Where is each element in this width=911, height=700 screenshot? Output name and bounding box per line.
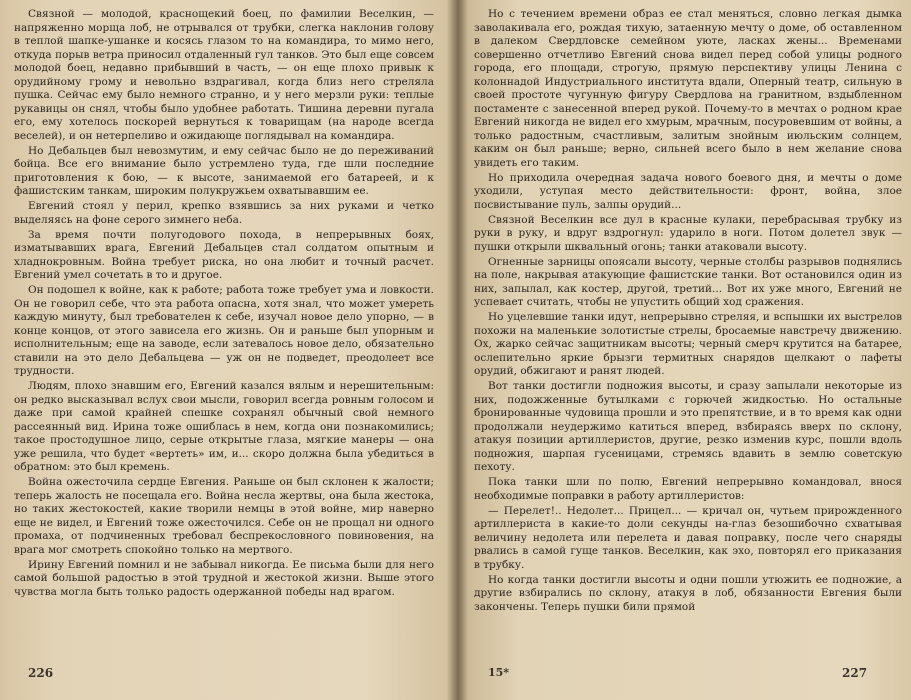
right-page-number: 227 <box>842 666 868 680</box>
paragraph: Но приходила очередная задача нового боевого дня, и мечты о доме уходили, уступая место действительности: фронт, война, злое посвистывание пуль, залпы орудий... <box>474 171 902 211</box>
right-page <box>474 8 902 616</box>
left-page-text <box>14 8 434 599</box>
paragraph: Он подошел к войне, как к работе; работа тоже требует ума и ловкости. Он не говорил себе, что эта работа опасна, хотя знал, что может умереть каждую минуту, был требователен к себе, изучал новое дело упорно, — в конце концов, от этого зависела его жизнь. Он и раньше был упорным и исполнительным; еще на заводе, если затевалось новое дело, обязательно ставили на это дело Дебальцева — уж он не подведет, преодолеет все трудности. <box>14 284 434 377</box>
left-page-number: 226 <box>28 666 54 680</box>
paragraph: Но Дебальцев был невозмутим, и ему сейчас было не до переживаний бойца. Все его внимание было устремлено туда, где шли последние приготовления к бою, — к высоте, занимаемой его батареей, и к фашистским танкам, широким полукружьем охватывавшим ее. <box>14 144 434 197</box>
paragraph: Война ожесточила сердце Евгения. Раньше он был склонен к жалости; теперь жалость не посещала его. Война несла жертвы, она была жестока, но таких жестокостей, какие творили немцы в этой войне, мир наверно еще не видел, и Евгений тоже ожесточился. Себе он не прощал ни одного промаха, от подчиненных требовал беспрекословного повиновения, на врага мог смотреть спокойно только на мертвого. <box>14 476 434 556</box>
paragraph: Но когда танки достигли высоты и одни пошли утюжить ее подножие, а другие взбирались по склону, атакуя в лоб, обязанности Евгения были закончены. Теперь пушки били прямой <box>474 573 902 613</box>
paragraph: За время почти полугодового похода, в непрерывных боях, изматывавших врага, Евгений Дебальцев стал солдатом опытным и хладнокровным. Война требует риска, но она любит и точный расчет. Евгений умел сочетать в то и другое. <box>14 228 434 281</box>
paragraph: Но уцелевшие танки идут, непрерывно стреляя, и вспышки их выстрелов похожи на маленькие золотистые стрелы, бросаемые навстречу движению. Ох, жарко сейчас защитникам высоты; черный смерч крутится на батарее, ослепительно яркие брызги термитных снарядов щелкают о лафеты орудий, обжигают и ранят людей. <box>474 311 902 377</box>
paragraph: Но с течением времени образ ее стал меняться, словно легкая дымка заволакивала его, рождая тихую, затаенную мечту о доме, об оставленном в далеком Свердловске семейном уюте, ласках жены... Временами совершенно отчетливо Евгений снова видел перед собой улицы родного города, его площади, строгую, прямую перспективу улицы Ленина с колоннадой Индустриального института вдали, Оперный театр, сильную в своей простоте чугунную фигуру Свердлова на гранитном, вздыбленном постаменте с занесенной вперед рукой. Почему-то в мечтах о родном крае Евгений никогда не видел его хмурым, мрачным, посуровевшим от войны, а только радостным, счастливым, залитым знойным июльским солнцем, каким он был раньше; верно, сильней всего было в нем желание снова увидеть его таким. <box>474 8 902 169</box>
paragraph: Ирину Евгений помнил и не забывал никогда. Ее письма были для него самой большой радостью в этой трудной и жестокой жизни. Выше этого чувства могла быть только радость одержанной победы над врагом. <box>14 558 434 598</box>
paragraph: Связной Веселкин все дул в красные кулаки, перебрасывая трубку из руки в руку, и вдруг вздрогнул: ударило в ноги. Потом долетел звук — пушки открыли шквальный огонь; танки атаковали высоту. <box>474 213 902 253</box>
paragraph: Пока танки шли по полю, Евгений непрерывно командовал, внося необходимые поправки в работу артиллеристов: <box>474 476 902 502</box>
paragraph: Огненные зарницы опоясали высоту, черные столбы разрывов поднялись на поле, накрывая атакующие фашистские танки. Вот остановился один из них, запылал, как костер, другой, третий... Вот их уже много, Евгений не успевает считать, чтобы не упустить общий ход сражения. <box>474 255 902 308</box>
left-page <box>14 8 434 601</box>
right-page-text <box>474 8 902 614</box>
paragraph: Евгений стоял у перил, крепко взявшись за них руками и четко выделяясь на фоне серого зимнего неба. <box>14 200 434 226</box>
paragraph: — Перелет!.. Недолет... Прицел... — кричал он, чутьем прирожденного артиллериста в какие-то доли секунды на-глаз безошибочно схватывая величину недолета или перелета и давая поправку, после чего снаряды рвались в самой гуще танков. Веселкин, как эхо, повторял его приказания в трубку. <box>474 504 902 571</box>
paragraph: Вот танки достигли подножия высоты, и сразу запылали некоторые из них, подожженные бутылками с горючей жидкостью. Но остальные бронированные чудовища прошли и это препятствие, и в то время как одни продолжали неудержимо катиться вперед, взбираясь вверх по склону, атакуя позиции артиллеристов, другие, резко изменив курс, пошли вдоль подножия, шарпая гусеницами, стремясь вдавить в землю советскую пехоту. <box>474 380 902 473</box>
paragraph: Людям, плохо знавшим его, Евгений казался вялым и нерешительным: он редко высказывал вслух свои мысли, говорил всегда ровным голосом и даже при самой крайней спешке сохранял обычный свой немного рассеянный вид. Ирина тоже ошиблась в нем, когда они познакомились; такое простодушное лицо, серые открытые глаза, мягкие манеры — она уже решила, что будет «вертеть» им, и... скоро должна была убедиться в обратном: это был кремень. <box>14 380 434 473</box>
printer-signature: 15* <box>488 666 510 679</box>
paragraph: Связной — молодой, краснощекий боец, по фамилии Веселкин, — напряженно морща лоб, не отрывался от трубки, слегка наклонив голову в теплой шапке-ушанке и косясь глазом то на командира, то мимо него, откуда порыв ветра приносил отдаленный гул танков. Это был еще совсем молодой боец, недавно прибывший в часть, — он еще плохо привык к орудийному грому и невольно вздрагивал, когда близ него стреляла пушка. Сейчас ему было немного странно, и у него мерзли руки: теплые рукавицы он снял, чтобы было удобнее работать. Тишина деревни пугала его, ему хотелось поскорей вернуться к товарищам (на народе всегда веселей), и он нетерпеливо и ожидающе поглядывал на командира. <box>14 8 434 142</box>
